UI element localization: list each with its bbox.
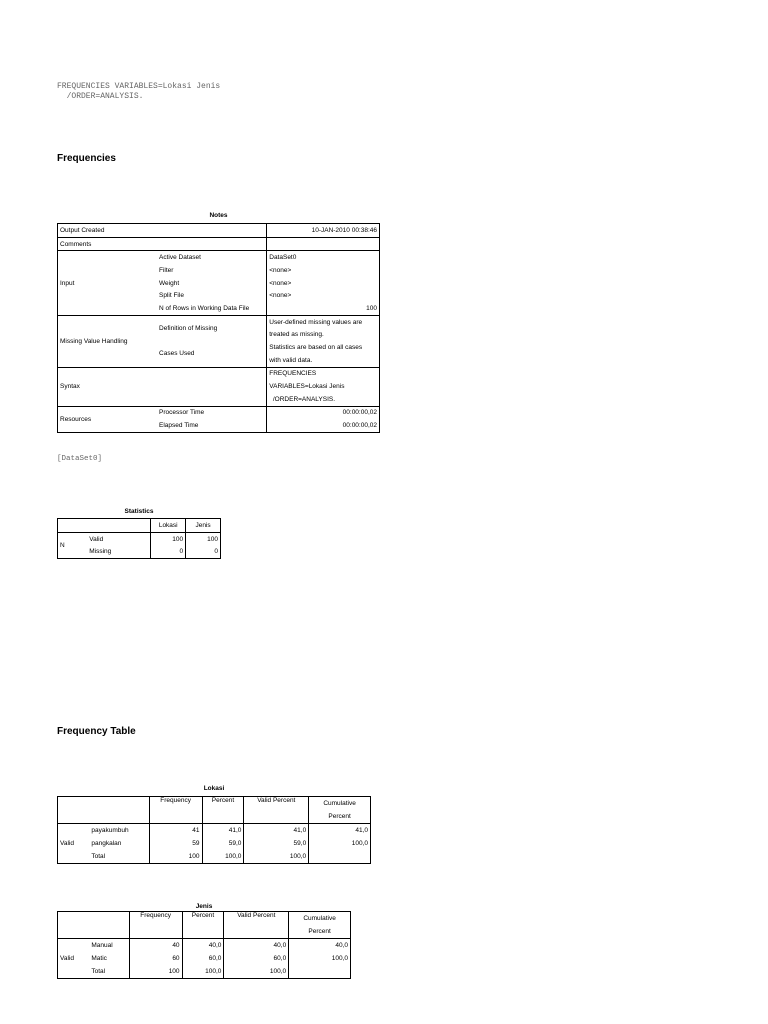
cell-percent: 41,0: [202, 824, 244, 838]
filter-value: <none>: [267, 264, 380, 277]
missing-jenis: 0: [186, 545, 221, 558]
cases-used-value-2: with valid data.: [267, 354, 380, 367]
cell-percent: 100,0: [202, 850, 244, 864]
cell-cumulative: [309, 850, 371, 864]
jenis-caption: Jenis: [195, 903, 213, 910]
row-label: payakumbuh: [91, 827, 129, 834]
frequencies-heading: Frequencies: [57, 153, 116, 164]
table-row: [58, 367, 380, 380]
table-row: [58, 532, 221, 545]
missing-label: Missing: [87, 545, 151, 558]
valid-lokasi: 100: [151, 532, 186, 545]
n-rows-label: N of Rows in Working Data File: [159, 304, 250, 312]
col-lokasi: Lokasi: [151, 519, 186, 533]
row-label: Total: [89, 850, 149, 864]
notes-table: [57, 223, 380, 433]
table-row: [58, 837, 371, 850]
n-label: N: [58, 532, 88, 558]
syntax-value-1: FREQUENCIES: [267, 367, 380, 380]
active-dataset-label: Active Dataset: [157, 251, 267, 264]
cell-valid-percent: 59,0: [244, 837, 309, 850]
table-row: [58, 912, 351, 926]
statistics-table: [57, 518, 221, 559]
dataset-label: [DataSet0]: [57, 455, 103, 463]
resources-label: Resources: [58, 406, 158, 432]
comments-label: Comments: [58, 237, 158, 251]
header-frequency: Frequency: [129, 912, 182, 939]
def-missing-label: Definition of Missing: [157, 315, 267, 341]
syntax-text: FREQUENCIES VARIABLES=Lokasi Jenis /ORDER=ANALYSIS.: [57, 82, 221, 101]
cell-cumulative: 41,0: [309, 824, 371, 838]
header-cumulative-2: Percent: [309, 810, 371, 824]
cell-frequency: 59: [149, 837, 202, 850]
frequency-table-heading: Frequency Table: [57, 726, 136, 737]
cell-percent: 59,0: [202, 837, 244, 850]
cases-used-value-1: Statistics are based on all cases: [267, 341, 380, 354]
table-row: [58, 939, 351, 953]
syntax-value-3: /ORDER=ANALYSIS.: [267, 393, 380, 406]
split-file-value: <none>: [267, 289, 380, 302]
missing-handling-label: Missing Value Handling: [58, 315, 158, 367]
row-label: pangkalan: [91, 840, 122, 847]
header-cumulative-2: Percent: [289, 925, 351, 939]
input-label: Input: [58, 251, 158, 315]
elapsed-time-value: 00:00:00,02: [267, 419, 380, 432]
table-row: [58, 237, 380, 251]
jenis-table: [57, 911, 351, 979]
cell-percent: 60,0: [182, 952, 224, 965]
weight-value: <none>: [267, 277, 380, 290]
processor-time-value: 00:00:00,02: [267, 406, 380, 419]
cell-frequency: 40: [129, 939, 182, 953]
cell-valid-percent: 60,0: [224, 952, 289, 965]
table-row: [58, 824, 371, 838]
weight-label: Weight: [159, 279, 180, 287]
cell-valid-percent: 40,0: [224, 939, 289, 953]
cell-frequency: 60: [129, 952, 182, 965]
group-valid-label: Valid: [58, 824, 90, 864]
split-file-label: Split File: [159, 292, 184, 300]
table-row: [58, 315, 380, 328]
row-label: Manual: [91, 942, 113, 949]
syntax-label: Syntax: [58, 367, 158, 406]
table-row: [58, 850, 371, 864]
valid-jenis: 100: [186, 532, 221, 545]
cell-cumulative: 100,0: [289, 952, 351, 965]
def-missing-value-1: User-defined missing values are: [267, 315, 380, 328]
table-row: [58, 406, 380, 419]
header-cumulative-1: Cumulative: [309, 797, 371, 811]
statistics-caption: Statistics: [124, 508, 154, 515]
col-jenis: Jenis: [186, 519, 221, 533]
header-percent: Percent: [202, 797, 244, 824]
header-frequency: Frequency: [149, 797, 202, 824]
def-missing-value-2: treated as missing.: [267, 329, 380, 342]
cell-percent: 100,0: [182, 965, 224, 979]
table-row: [58, 952, 351, 965]
table-row: [58, 519, 221, 533]
cell-valid-percent: 100,0: [244, 850, 309, 864]
output-created-value: 10-JAN-2010 00:38:46: [267, 224, 380, 238]
table-row: [58, 797, 371, 811]
row-label: Matic: [91, 955, 107, 962]
cell-frequency: 41: [149, 824, 202, 838]
cell-cumulative: [289, 965, 351, 979]
notes-caption: Notes: [209, 212, 228, 219]
cell-cumulative: 100,0: [309, 837, 371, 850]
cell-valid-percent: 41,0: [244, 824, 309, 838]
header-cumulative-1: Cumulative: [289, 912, 351, 926]
cell-percent: 40,0: [182, 939, 224, 953]
header-percent: Percent: [182, 912, 224, 939]
header-valid-percent: Valid Percent: [224, 912, 289, 939]
active-dataset-value: DataSet0: [267, 251, 380, 264]
processor-time-label: Processor Time: [157, 406, 267, 419]
lokasi-table: [57, 796, 371, 864]
elapsed-time-label: Elapsed Time: [159, 422, 199, 430]
header-valid-percent: Valid Percent: [244, 797, 309, 824]
cases-used-label: Cases Used: [159, 350, 195, 358]
valid-label: Valid: [89, 535, 104, 543]
n-rows-value: 100: [267, 302, 380, 315]
row-label: Total: [89, 965, 129, 979]
table-row: [58, 251, 380, 264]
missing-lokasi: 0: [151, 545, 186, 558]
cell-cumulative: 40,0: [289, 939, 351, 953]
filter-label: Filter: [159, 266, 174, 274]
syntax-value-2: VARIABLES=Lokasi Jenis: [267, 380, 380, 393]
cell-valid-percent: 100,0: [224, 965, 289, 979]
cell-frequency: 100: [149, 850, 202, 864]
table-row: [58, 224, 380, 238]
lokasi-caption: Lokasi: [203, 785, 225, 792]
group-valid-label: Valid: [58, 939, 90, 979]
output-created-label: Output Created: [60, 226, 105, 234]
table-row: [58, 965, 351, 979]
cell-frequency: 100: [129, 965, 182, 979]
